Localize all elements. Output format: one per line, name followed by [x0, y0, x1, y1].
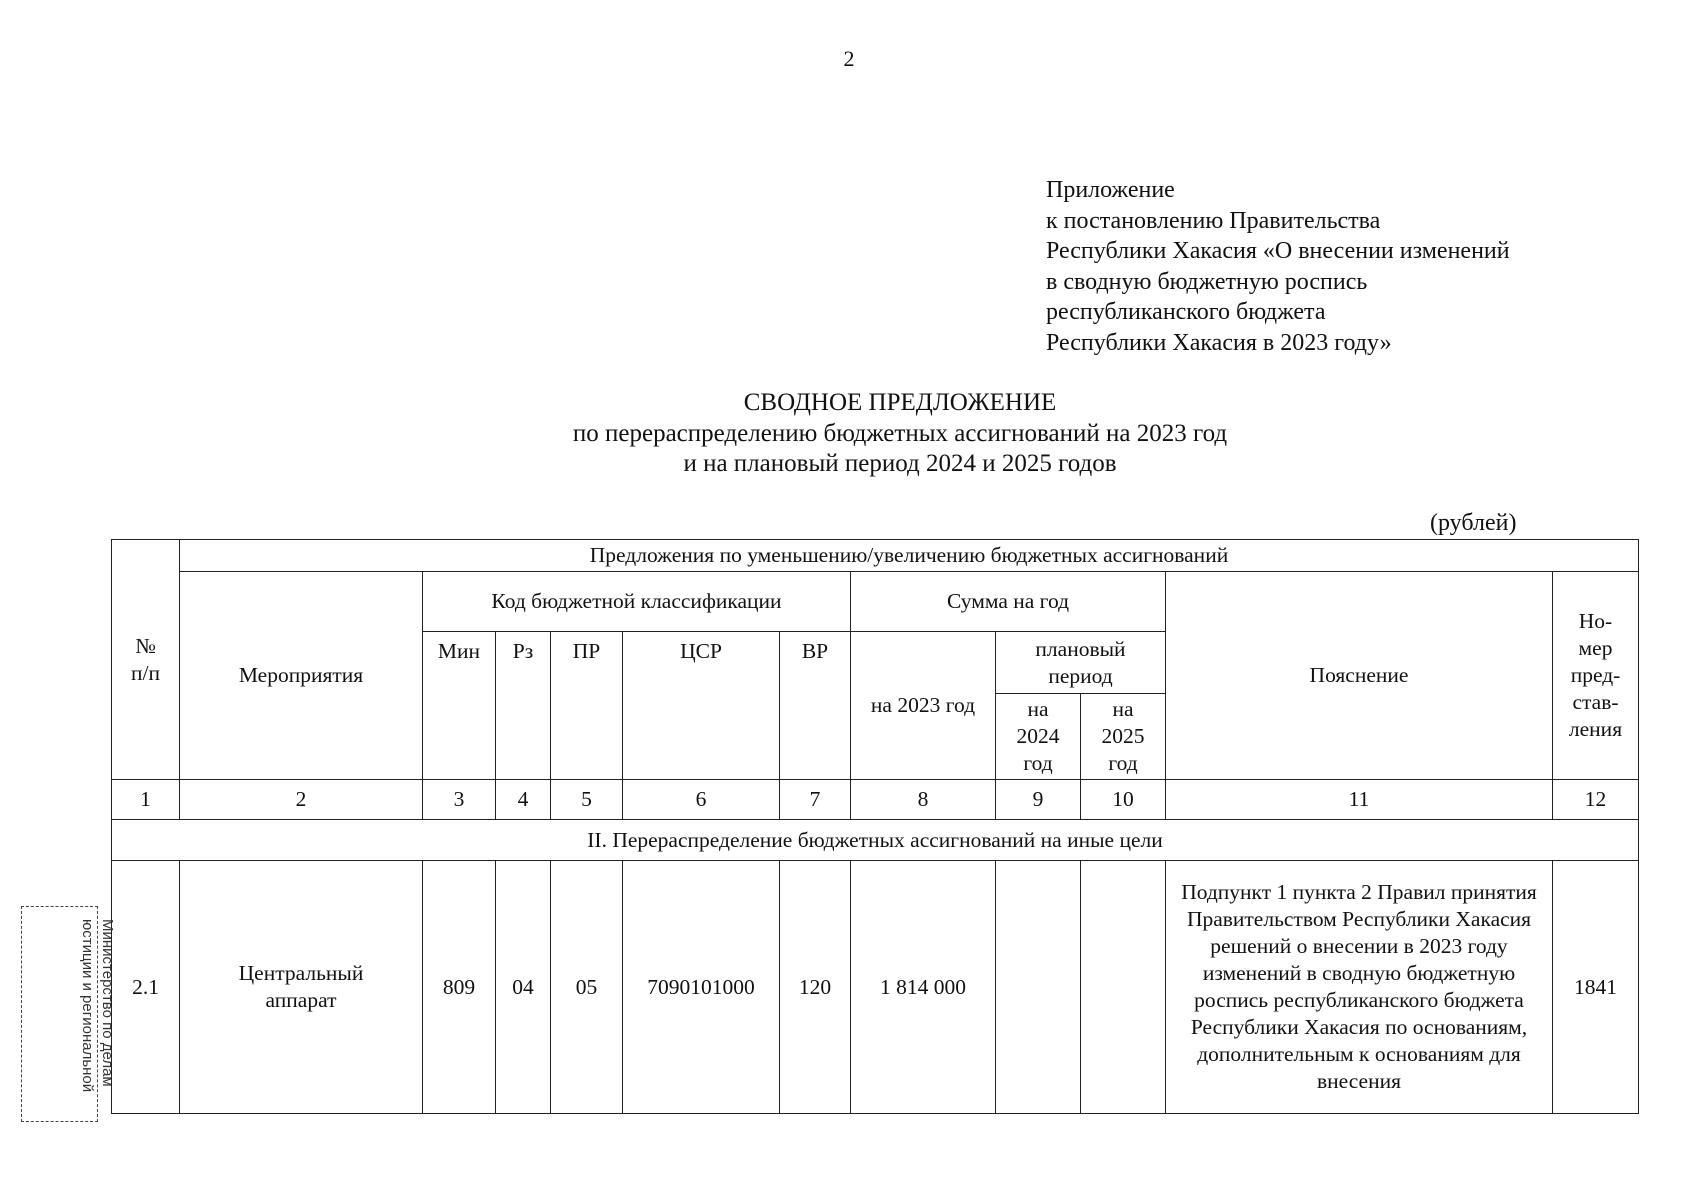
header-proposals: Предложения по уменьшению/увеличению бюджетных ассигнований	[180, 540, 1639, 572]
appendix-note	[1046, 175, 1510, 358]
row-pr: 05	[551, 861, 623, 1114]
appendix-line: Приложение	[1046, 177, 1175, 203]
units-label: (рублей)	[1430, 510, 1517, 536]
column-number: 11	[1166, 780, 1553, 820]
header-csr: ЦСР	[623, 632, 780, 780]
column-number: 6	[623, 780, 780, 820]
appendix-line: республиканского бюджета	[1046, 299, 1326, 325]
column-number: 2	[180, 780, 423, 820]
title-line: и на плановый период 2024 и 2025 годов	[683, 450, 1117, 477]
header-year-2023: на 2023 год	[851, 632, 996, 780]
header-num: № п/п	[112, 540, 180, 780]
header-pr: ПР	[551, 632, 623, 780]
header-sum-per-year: Сумма на год	[851, 572, 1166, 632]
column-number: 5	[551, 780, 623, 820]
appendix-line: в сводную бюджетную роспись	[1046, 268, 1368, 295]
row-sum-2023: 1 814 000	[851, 861, 996, 1114]
column-number: 12	[1553, 780, 1639, 820]
page-number: 2	[843, 46, 855, 71]
column-number: 4	[496, 780, 551, 820]
column-number: 1	[112, 780, 180, 820]
header-min: Мин	[423, 632, 496, 780]
header-plan-period: плановый период	[996, 632, 1166, 694]
section-title: II. Перераспределение бюджетных ассигнований на иные цели	[112, 820, 1639, 861]
column-number-row	[112, 780, 1639, 820]
row-sum-2025	[1081, 861, 1166, 1114]
stamp-text	[71, 919, 117, 1109]
header-activities: Мероприятия	[180, 572, 423, 780]
column-number: 3	[423, 780, 496, 820]
column-number: 7	[780, 780, 851, 820]
row-activity: Центральный аппарат	[180, 861, 423, 1114]
row-csr: 7090101000	[623, 861, 780, 1114]
header-budget-code: Код бюджетной классификации	[423, 572, 851, 632]
row-submission-number: 1841	[1553, 861, 1639, 1114]
document-title	[520, 388, 1280, 480]
header-submission-number: Но- мер пред- став- ления	[1553, 572, 1639, 780]
ministry-stamp	[21, 906, 116, 1122]
header-vr: ВР	[780, 632, 851, 780]
header-year-2024: на 2024 год	[996, 694, 1081, 780]
row-rz: 04	[496, 861, 551, 1114]
table-row	[112, 861, 1639, 1114]
stamp-line: Министерство по делам	[99, 919, 116, 1087]
row-vr: 120	[780, 861, 851, 1114]
row-sum-2024	[996, 861, 1081, 1114]
budget-table	[111, 539, 1639, 1114]
appendix-line: к постановлению Правительства	[1046, 207, 1381, 234]
column-number: 9	[996, 780, 1081, 820]
row-explanation: Подпункт 1 пункта 2 Правил принятия Правительством Республики Хакасия решений о внесении в 2023 году изменений в сводную бюджетную роспись республиканского бюджета Республики Хакасия по основаниям, дополнительным к основаниям для внесения	[1166, 861, 1553, 1114]
appendix-line: Республики Хакасия в 2023 году»	[1046, 329, 1392, 356]
title-heading: СВОДНОЕ ПРЕДЛОЖЕНИЕ	[743, 389, 1057, 416]
header-year-2025: на 2025 год	[1081, 694, 1166, 780]
column-number: 8	[851, 780, 996, 820]
stamp-line: юстиции и региональной	[79, 919, 96, 1093]
column-number: 10	[1081, 780, 1166, 820]
title-line: по перераспределению бюджетных ассигнований на 2023 год	[572, 419, 1228, 447]
header-explanation: Пояснение	[1166, 572, 1553, 780]
row-min: 809	[423, 861, 496, 1114]
appendix-line: Республики Хакасия «О внесении изменений	[1046, 238, 1510, 264]
row-number: 2.1	[112, 861, 180, 1114]
header-rz: Рз	[496, 632, 551, 780]
